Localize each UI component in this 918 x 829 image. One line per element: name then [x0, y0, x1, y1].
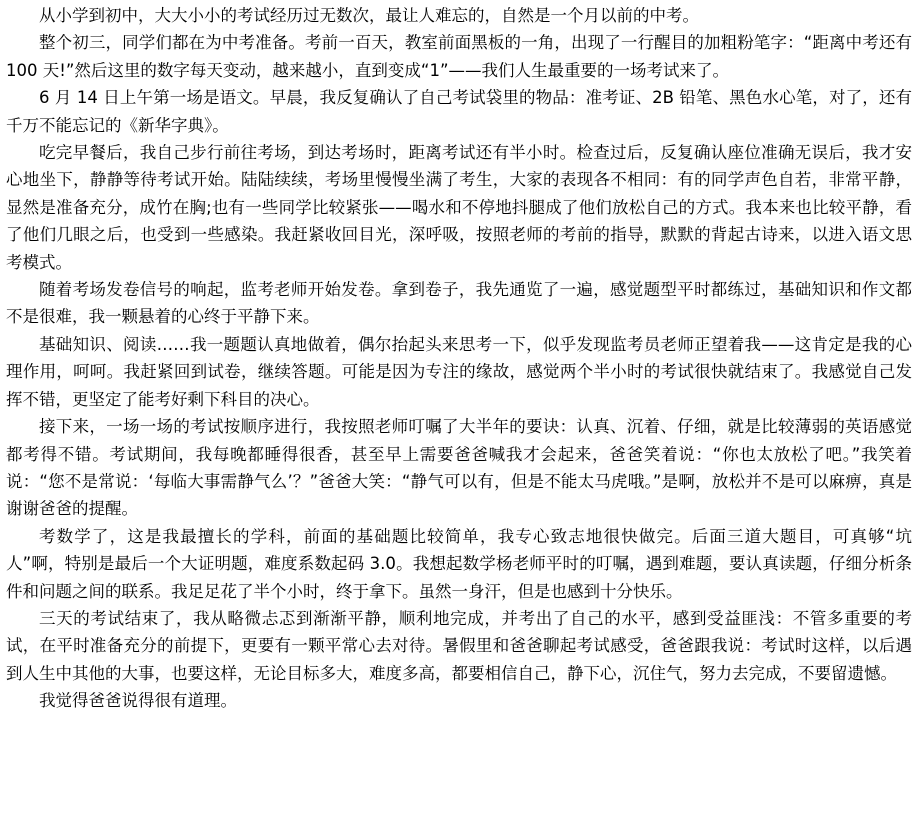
paragraph-4: 吃完早餐后，我自己步行前往考场，到达考场时，距离考试还有半小时。检查过后，反复确认座位准确无误后，我才安心地坐下，静静等待考试开始。陆陆续续，考场里慢慢坐满了考生，大家的表现各不相同：有的同学声色自若，非常平静，显然是准备充分，成竹在胸;也有一些同学比较紧张——喝水和不停地抖腿成了他们放松自己的方式。我本来也比较平静，看了他们几眼之后，也受到一些感染。我赶紧收回目光，深呼吸，按照老师的考前的指导，默默的背起古诗来，以进入语文思考模式。 [6, 143, 912, 272]
paragraph-5: 随着考场发卷信号的响起，监考老师开始发卷。拿到卷子，我先通览了一遍，感觉题型平时都练过，基础知识和作文都不是很难，我一颗悬着的心终于平静下来。 [6, 280, 912, 327]
paragraph-6: 基础知识、阅读……我一题题认真地做着，偶尔抬起头来思考一下，似乎发现监考员老师正望着我——这肯定是我的心理作用，呵呵。我赶紧回到试卷，继续答题。可能是因为专注的缘故，感觉两个半小时的考试很快就结束了。我感觉自己发挥不错，更坚定了能考好剩下科目的决心。 [6, 334, 912, 409]
paragraph-10: 我觉得爸爸说得很有道理。 [39, 691, 237, 711]
paragraph-7: 接下来，一场一场的考试按顺序进行，我按照老师叮嘱了大半年的要诀：认真、沉着、仔细，就是比较薄弱的英语感觉都考得不错。考试期间，我每晚都睡得很香，甚至早上需要爸爸喊我才会起来，爸爸笑着说：“你也太放松了吧。”我笑着说：“您不是常说：‘每临大事需静气么’？”爸爸大笑：“静气可以有，但是不能太马虎哦。”是啊，放松并不是可以麻痹，真是谢谢爸爸的提醒。 [6, 417, 912, 519]
paragraph-3: 6 月 14 日上午第一场是语文。早晨，我反复确认了自己考试袋里的物品：准考证、2B 铅笔、黑色水心笔，对了，还有千万不能忘记的《新华字典》。 [6, 88, 912, 135]
paragraph-9: 三天的考试结束了，我从略微忐忑到渐渐平静，顺利地完成，并考出了自己的水平，感到受益匪浅：不管多重要的考试，在平时准备充分的前提下，更要有一颗平常心去对待。暑假里和爸爸聊起考试感受，爸爸跟我说：考试时这样，以后遇到人生中其他的大事，也要这样，无论目标多大，难度多高，都要相信自己，静下心，沉住气，努力去完成，不要留遗憾。 [6, 608, 912, 683]
paragraph-2: 整个初三，同学们都在为中考准备。考前一百天，教室前面黑板的一角，出现了一行醒目的加粗粉笔字：“距离中考还有 100 天!”然后这里的数字每天变动，越来越小，直到变成“1”——我们人生最重要的一场考试来了。 [6, 33, 912, 80]
paragraph-1: 从小学到初中，大大小小的考试经历过无数次，最让人难忘的，自然是一个月以前的中考。 [39, 6, 699, 25]
paragraph-8: 考数学了，这是我最擅长的学科，前面的基础题比较简单，我专心致志地很快做完。后面三道大题目，可真够“坑人”啊，特别是最后一个大证明题，难度系数起码 3.0。我想起数学杨老师平时的叮嘱，遇到难题，要认真读题，仔细分析条件和问题之间的联系。我足足花了半个小时，终于拿下。虽然一身汗，但是也感到十分快乐。 [6, 526, 912, 601]
